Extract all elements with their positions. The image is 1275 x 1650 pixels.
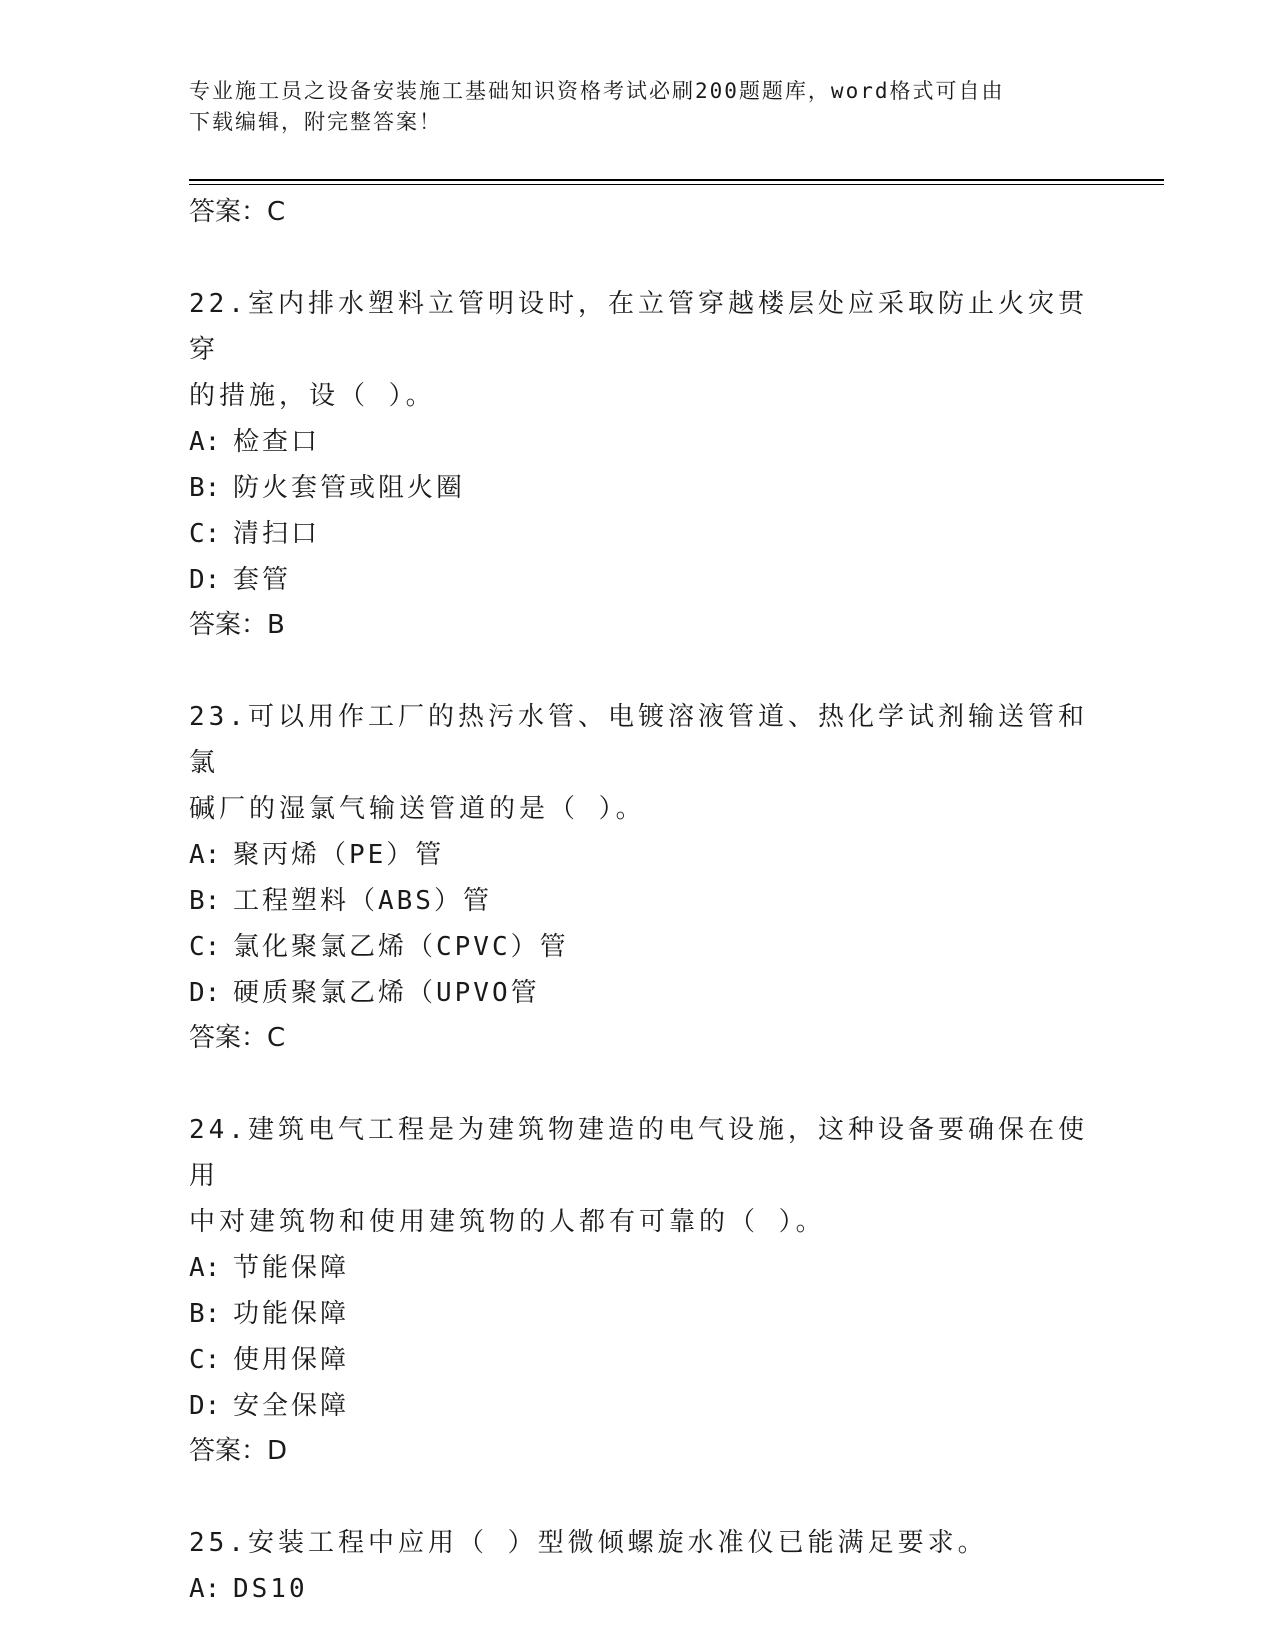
document-header <box>189 76 1089 138</box>
question-25 <box>189 1520 1089 1612</box>
answer-line: 答案：B <box>189 610 285 640</box>
option-d: D: 安全保障 <box>189 1391 350 1421</box>
question-stem: 22.室内排水塑料立管明设时，在立管穿越楼层处应采取防止火灾贯穿 <box>189 289 1088 365</box>
option-b: B: 工程塑料（ABS）管 <box>189 886 492 916</box>
option-a: A: 节能保障 <box>189 1253 350 1283</box>
option-d: D: 套管 <box>189 565 292 595</box>
option-d: D: 硬质聚氯乙烯（UPVO管 <box>189 978 540 1008</box>
question-stem: 23.可以用作工厂的热污水管、电镀溶液管道、热化学试剂输送管和氯 <box>189 702 1088 778</box>
answer-line: 答案：C <box>189 197 286 227</box>
option-a: A: DS10 <box>189 1574 308 1604</box>
question-23 <box>189 694 1089 1060</box>
header-line-2: 下载编辑，附完整答案！ <box>189 110 442 134</box>
question-stem: 24.建筑电气工程是为建筑物建造的电气设施，这种设备要确保在使用 <box>189 1115 1088 1191</box>
question-stem-cont: 的措施，设（ ）。 <box>189 381 436 411</box>
question-stem: 25.安装工程中应用（ ）型微倾螺旋水准仪已能满足要求。 <box>189 1528 988 1558</box>
option-a: A: 检查口 <box>189 427 321 457</box>
option-a: A: 聚丙烯（PE）管 <box>189 840 445 870</box>
document-body <box>189 190 1089 1612</box>
header-rule-thick <box>189 179 1164 181</box>
option-b: B: 功能保障 <box>189 1299 350 1329</box>
option-c: C: 清扫口 <box>189 519 321 549</box>
option-b: B: 防火套管或阻火圈 <box>189 473 466 503</box>
question-22 <box>189 281 1089 647</box>
question-stem-cont: 碱厂的湿氯气输送管道的是（ ）。 <box>189 794 646 824</box>
option-c: C: 氯化聚氯乙烯（CPVC）管 <box>189 932 569 962</box>
header-line-1: 专业施工员之设备安装施工基础知识资格考试必刷200题题库，word格式可自由 <box>189 79 1005 103</box>
question-stem-cont: 中对建筑物和使用建筑物的人都有可靠的（ ）。 <box>189 1207 826 1237</box>
answer-line: 答案：C <box>189 1023 286 1053</box>
question-24 <box>189 1107 1089 1473</box>
option-c: C: 使用保障 <box>189 1345 350 1375</box>
answer-line: 答案：D <box>189 1436 288 1466</box>
header-rule-thin <box>189 184 1164 185</box>
